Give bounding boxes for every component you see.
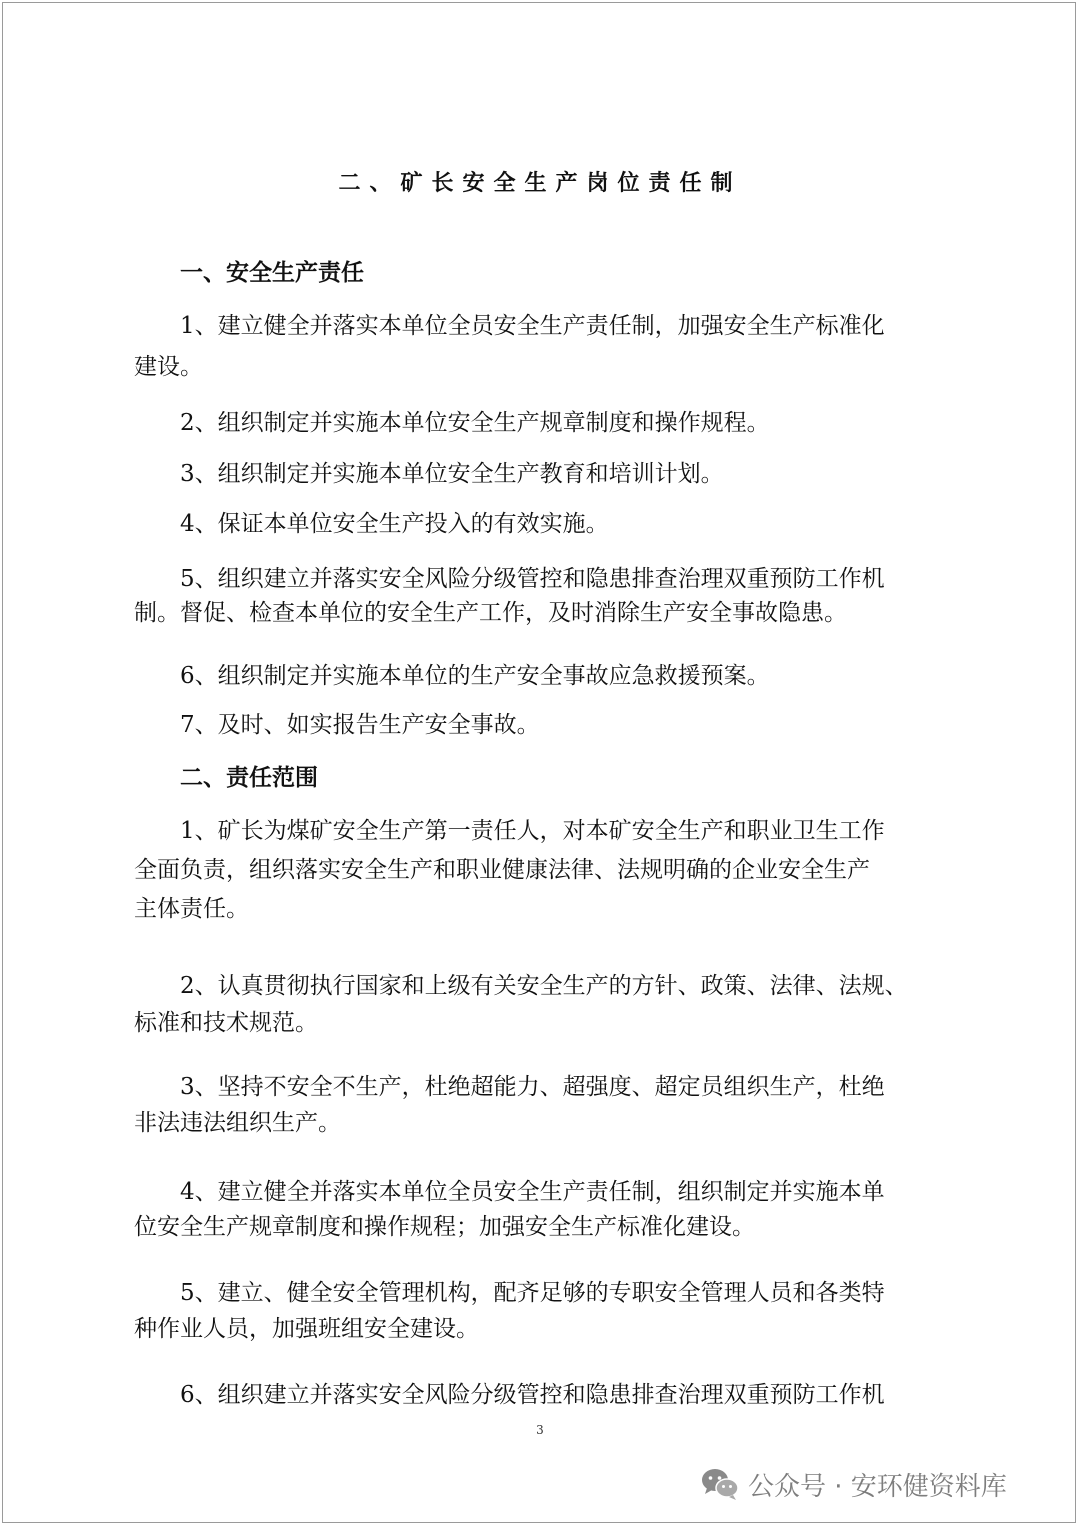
- paragraph-line: 2、组织制定并实施本单位安全生产规章制度和操作规程。: [180, 410, 770, 436]
- paragraph-line: 6、组织制定并实施本单位的生产安全事故应急救援预案。: [180, 663, 770, 689]
- section-heading-responsibility-scope: 二、责任范围: [180, 764, 318, 791]
- watermark: [700, 1462, 1007, 1506]
- paragraph-line: 主体责任。: [134, 896, 249, 922]
- paragraph-line: 标准和技术规范。: [134, 1010, 318, 1036]
- paragraph-line: 非法违法组织生产。: [134, 1110, 341, 1136]
- paragraph-line: 全面负责，组织落实安全生产和职业健康法律、法规明确的企业安全生产: [134, 857, 870, 883]
- document-title: 二、矿长安全生产岗位责任制: [338, 170, 742, 196]
- paragraph-line: 3、组织制定并实施本单位安全生产教育和培训计划。: [180, 461, 724, 487]
- page-number: 3: [536, 1423, 544, 1437]
- wechat-icon: [700, 1466, 740, 1502]
- paragraph-line: 2、认真贯彻执行国家和上级有关安全生产的方针、政策、法律、法规、: [180, 973, 908, 999]
- paragraph-line: 6、组织建立并落实安全风险分级管控和隐患排查治理双重预防工作机: [180, 1382, 885, 1408]
- paragraph-line: 种作业人员，加强班组安全建设。: [134, 1316, 479, 1342]
- paragraph-line: 7、及时、如实报告生产安全事故。: [180, 712, 540, 738]
- paragraph-line: 4、建立健全并落实本单位全员安全生产责任制，组织制定并实施本单: [180, 1179, 885, 1205]
- paragraph-line: 5、组织建立并落实安全风险分级管控和隐患排查治理双重预防工作机: [180, 566, 885, 592]
- paragraph-line: 3、坚持不安全不生产，杜绝超能力、超强度、超定员组织生产，杜绝: [180, 1074, 885, 1100]
- watermark-text: 公众号 · 安环健资料库: [748, 1471, 1007, 1502]
- paragraph-line: 制。督促、检查本单位的安全生产工作，及时消除生产安全事故隐患。: [134, 600, 847, 626]
- paragraph-line: 位安全生产规章制度和操作规程；加强安全生产标准化建设。: [134, 1214, 755, 1240]
- paragraph-line: 5、建立、健全安全管理机构，配齐足够的专职安全管理人员和各类特: [180, 1280, 885, 1306]
- paragraph-line: 1、建立健全并落实本单位全员安全生产责任制，加强安全生产标准化: [180, 313, 885, 339]
- section-heading-safety-responsibility: 一、安全生产责任: [180, 259, 364, 286]
- paragraph-line: 1、矿长为煤矿安全生产第一责任人，对本矿安全生产和职业卫生工作: [180, 818, 885, 844]
- paragraph-line: 建设。: [134, 354, 203, 380]
- paragraph-line: 4、保证本单位安全生产投入的有效实施。: [180, 511, 609, 537]
